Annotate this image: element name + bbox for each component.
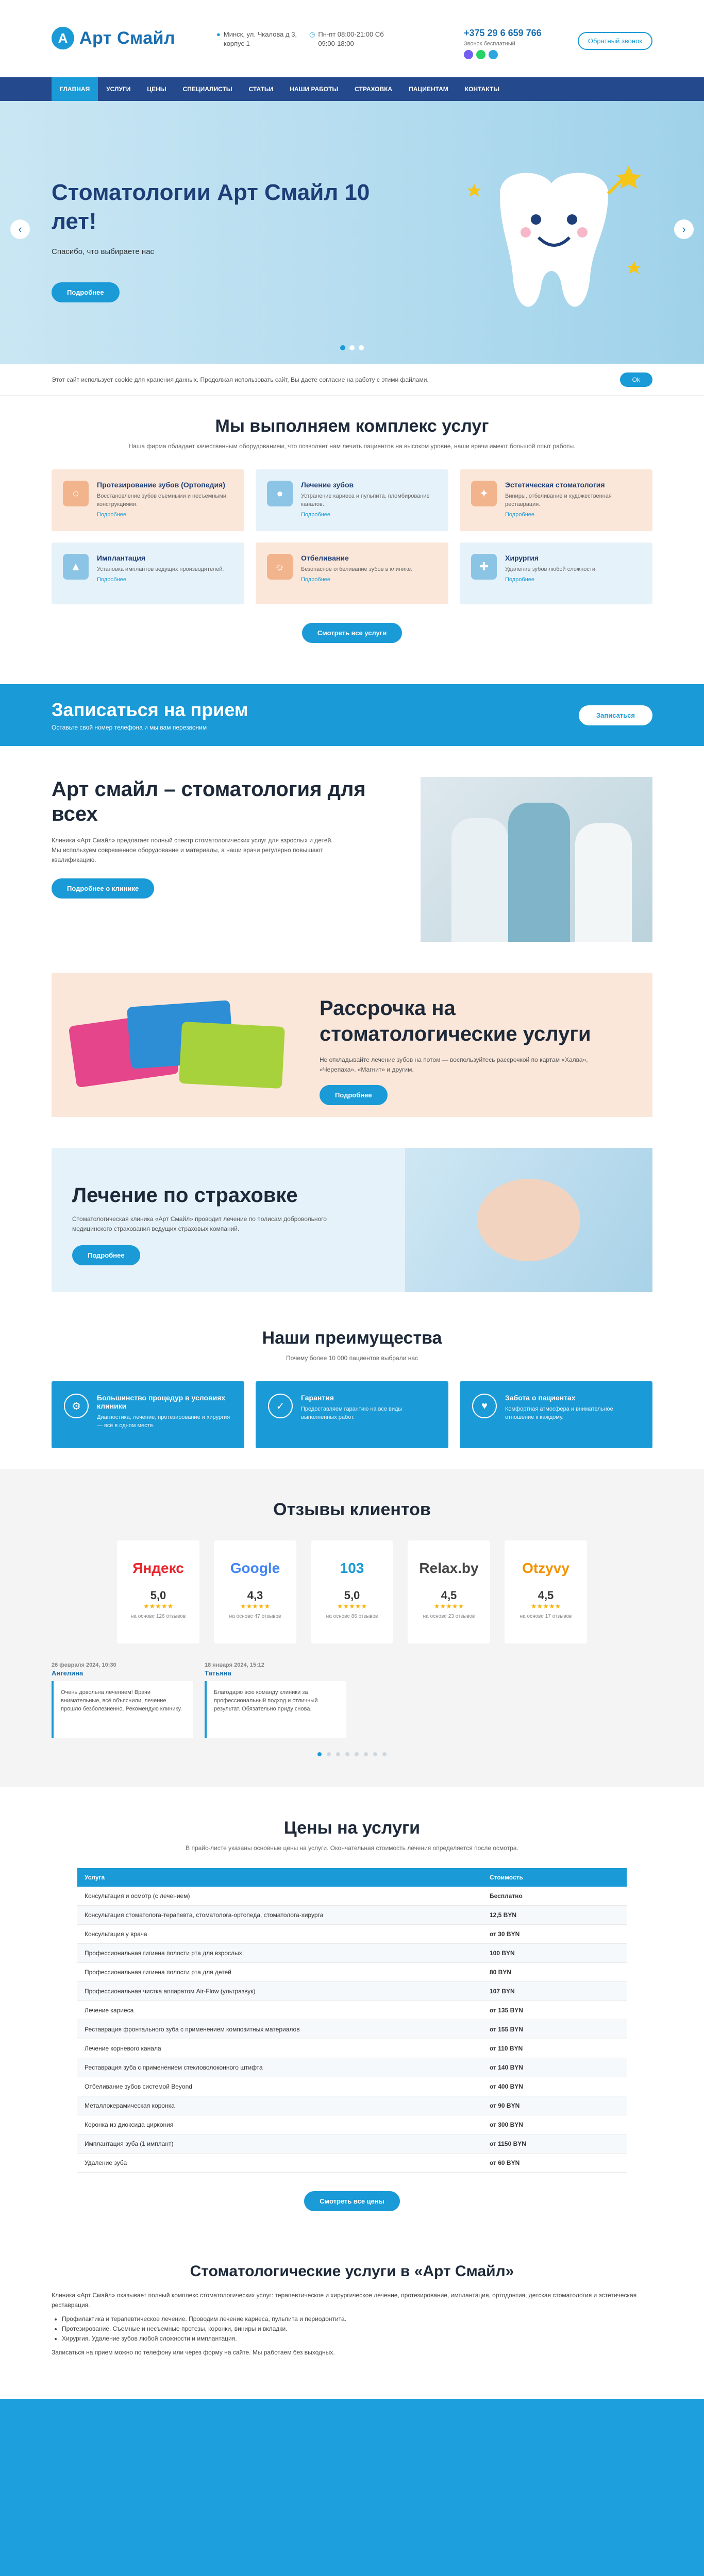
price-value: от 30 BYN bbox=[482, 1925, 627, 1944]
slider-dot[interactable] bbox=[349, 345, 355, 350]
service-title: Лечение зубов bbox=[301, 481, 354, 489]
stars-icon: ★★★★★ bbox=[240, 1602, 271, 1610]
reviews-section bbox=[0, 1469, 704, 1787]
price-row bbox=[77, 2077, 627, 2096]
price-service: Консультация стоматолога-терапевта, стоматолога-ортопеда, стоматолога-хирурга bbox=[77, 1906, 482, 1925]
price-row bbox=[77, 2134, 627, 2154]
rating-card[interactable] bbox=[408, 1540, 490, 1643]
price-row bbox=[77, 1887, 627, 1906]
address bbox=[216, 30, 301, 48]
installment-section bbox=[52, 973, 652, 1117]
price-value: от 155 BYN bbox=[482, 2020, 627, 2039]
seo-section bbox=[0, 2242, 704, 2378]
page-dot[interactable] bbox=[327, 1752, 331, 1756]
seo-text: Клиника «Арт Смайл» оказывает полный комплекс стоматологических услуг: терапевтическое и хирургическое лечение, протезирование, имплантация, ортодонтия, детская стоматология и эстетическая реставрация. bbox=[52, 2292, 637, 2309]
service-link[interactable]: Подробнее bbox=[301, 512, 331, 518]
logo[interactable] bbox=[52, 27, 175, 49]
nav-item[interactable]: КОНТАКТЫ bbox=[464, 86, 500, 93]
callback-button[interactable]: Обратный звонок bbox=[578, 32, 652, 50]
logo-icon: А bbox=[52, 27, 74, 49]
page-dot[interactable] bbox=[345, 1752, 349, 1756]
header bbox=[0, 0, 704, 77]
tooth-icon: ○ bbox=[63, 481, 89, 506]
advantage-card bbox=[52, 1381, 244, 1448]
services-subtitle: Наша фирма обладает качественным оборудованием, что позволяет нам лечить пациентов на высоком уровне, наши врачи имеют большой опыт работы. bbox=[128, 443, 576, 450]
service-title: Отбеливание bbox=[301, 554, 349, 562]
rating-source: Relax.by bbox=[419, 1560, 479, 1576]
service-text: Удаление зубов любой сложности. bbox=[505, 566, 597, 572]
rating-score: 4,5 bbox=[441, 1589, 457, 1602]
service-text: Восстановление зубов съемными и несъемными конструкциями. bbox=[97, 493, 226, 507]
stars-icon: ★★★★★ bbox=[337, 1602, 367, 1610]
main-nav bbox=[0, 77, 704, 101]
service-card[interactable] bbox=[52, 543, 244, 604]
page-dot[interactable] bbox=[373, 1752, 377, 1756]
rating-card[interactable] bbox=[505, 1540, 587, 1643]
service-link[interactable]: Подробнее bbox=[505, 512, 535, 518]
services-section bbox=[0, 396, 704, 664]
stars-icon: ★★★★★ bbox=[143, 1602, 174, 1610]
service-text: Виниры, отбеливание и художественная реставрация. bbox=[505, 493, 612, 507]
prices-subtitle: В прайс-листе указаны основные цены на услуги. Окончательная стоимость лечения определяется после осмотра. bbox=[186, 1844, 518, 1852]
service-link[interactable]: Подробнее bbox=[505, 577, 535, 583]
installment-title: Рассрочка на стоматологические услуги bbox=[320, 997, 591, 1045]
review-date: 18 января 2024, 15:12 bbox=[205, 1662, 264, 1668]
price-service: Профессиональная гигиена полости рта для взрослых bbox=[77, 1944, 482, 1963]
service-card[interactable] bbox=[460, 469, 652, 531]
price-row bbox=[77, 1982, 627, 2001]
service-link[interactable]: Подробнее bbox=[301, 577, 331, 583]
price-service: Консультация и осмотр (с лечением) bbox=[77, 1887, 482, 1906]
service-title: Имплантация bbox=[97, 554, 146, 562]
logo-text: Арт Смайл bbox=[79, 28, 176, 48]
rating-score: 5,0 bbox=[150, 1589, 166, 1602]
insurance-text: Стоматологическая клиника «Арт Смайл» проводит лечение по полисам добровольного медицинского страхования ведущих страховых компаний. bbox=[72, 1215, 327, 1232]
service-link[interactable]: Подробнее bbox=[97, 577, 127, 583]
page-dot[interactable] bbox=[336, 1752, 340, 1756]
price-service: Отбеливание зубов системой Beyond bbox=[77, 2077, 482, 2096]
prices-section bbox=[0, 1787, 704, 2242]
hours bbox=[309, 30, 395, 48]
prices-title: Цены на услуги bbox=[283, 1818, 421, 1838]
price-value: от 135 BYN bbox=[482, 2001, 627, 2020]
price-value: от 60 BYN bbox=[482, 2154, 627, 2173]
advantages-subtitle: Почему более 10 000 пациентов выбрали нас bbox=[286, 1354, 418, 1362]
service-title: Хирургия bbox=[505, 554, 539, 562]
installment-text: Не откладывайте лечение зубов на потом — воспользуйтесь рассрочкой по картам «Халва», «Черепаха», «Магнит» и другим. bbox=[320, 1056, 588, 1073]
slider-dot[interactable] bbox=[340, 345, 345, 350]
appointment-subtitle: Оставьте свой номер телефона и мы вам перезвоним bbox=[52, 724, 207, 731]
review-text: Благодарю всю команду клиники за профессиональный подход и отличный результат. Обязательно приду снова. bbox=[205, 1681, 346, 1738]
price-row bbox=[77, 1906, 627, 1925]
price-value: 12,5 BYN bbox=[482, 1906, 627, 1925]
tooth-icon: ✚ bbox=[471, 554, 497, 580]
insurance-section bbox=[52, 1148, 652, 1292]
service-link[interactable]: Подробнее bbox=[97, 512, 127, 518]
price-service: Профессиональная чистка аппаратом Air-Flow (ультразвук) bbox=[77, 1982, 482, 2001]
about-button[interactable]: Подробнее о клинике bbox=[52, 878, 154, 899]
advantage-text: Комфортная атмосфера и внимательное отношение к каждому. bbox=[505, 1406, 613, 1420]
tooth-icon: ▲ bbox=[63, 554, 89, 580]
service-title: Эстетическая стоматология bbox=[505, 481, 605, 489]
rating-count: на основе 86 отзывов bbox=[326, 1614, 378, 1619]
service-card[interactable] bbox=[52, 469, 244, 531]
review bbox=[511, 1662, 652, 1738]
price-value: 100 BYN bbox=[482, 1944, 627, 1963]
nav-item[interactable]: ЦЕНЫ bbox=[147, 86, 166, 93]
appointment-title: Записаться на прием bbox=[52, 699, 248, 720]
price-row bbox=[77, 2058, 627, 2077]
rating-count: на основе 23 отзывов bbox=[423, 1614, 475, 1619]
price-value: от 300 BYN bbox=[482, 2115, 627, 2134]
nav-item[interactable]: СТРАХОВКА bbox=[355, 86, 393, 93]
service-card[interactable] bbox=[256, 543, 448, 604]
stars-icon: ★★★★★ bbox=[530, 1602, 561, 1610]
slider-next-icon[interactable]: › bbox=[674, 219, 694, 239]
nav-item[interactable]: СТАТЬИ bbox=[248, 86, 274, 93]
price-value: от 140 BYN bbox=[482, 2058, 627, 2077]
nav-item[interactable]: ПАЦИЕНТАМ bbox=[409, 86, 448, 93]
review-text: Очень довольна лечением! Врачи внимательные, всё объяснили, лечение прошло безболезненно. Рекомендую клинику. bbox=[52, 1681, 193, 1738]
price-row bbox=[77, 1963, 627, 1982]
service-title: Протезирование зубов (Ортопедия) bbox=[97, 481, 225, 489]
rating-count: на основе 47 отзывов bbox=[229, 1614, 281, 1619]
map-block[interactable] bbox=[0, 2399, 704, 2576]
seo-text: Записаться на прием можно по телефону или через форму на сайте. Мы работаем без выходных. bbox=[52, 2349, 335, 2356]
clock-icon: ◷ bbox=[309, 30, 315, 38]
about-section bbox=[52, 777, 652, 942]
service-text: Установка имплантов ведущих производителей. bbox=[97, 566, 224, 572]
nav-item[interactable]: УСЛУГИ bbox=[106, 86, 131, 93]
seo-list bbox=[62, 2314, 652, 2344]
advantage-icon: ♥ bbox=[472, 1394, 497, 1418]
advantage-title: Гарантия bbox=[301, 1394, 334, 1402]
price-service: Удаление зуба bbox=[77, 2154, 482, 2173]
services-title: Мы выполняем комплекс услуг bbox=[215, 416, 489, 436]
tooth-icon: ☼ bbox=[267, 554, 293, 580]
price-row bbox=[77, 2154, 627, 2173]
rating-card[interactable] bbox=[214, 1540, 296, 1643]
hero-subtitle: Спасибо, что выбираете нас bbox=[52, 247, 155, 256]
phone-number[interactable]: +375 29 6 659 766 bbox=[464, 28, 542, 38]
rating-score: 5,0 bbox=[344, 1589, 360, 1602]
address-text: Минск, ул. Чкалова д 3, корпус 1 bbox=[223, 30, 297, 47]
rating-count: на основе 126 отзывов bbox=[130, 1614, 186, 1619]
price-row bbox=[77, 2039, 627, 2058]
price-service: Профессиональная гигиена полости рта для детей bbox=[77, 1963, 482, 1982]
about-title: Арт смайл – стоматология для всех bbox=[52, 778, 366, 825]
pin-icon: ● bbox=[216, 30, 221, 38]
seo-list-item: • Профилактика и терапевтическое лечение. Проводим лечение кариеса, пульпита и периодонтита. bbox=[62, 2314, 652, 2324]
viber-icon[interactable] bbox=[464, 50, 473, 59]
price-value: от 90 BYN bbox=[482, 2096, 627, 2115]
all-services-button[interactable]: Смотреть все услуги bbox=[302, 623, 402, 643]
slider-dots bbox=[340, 345, 364, 350]
rating-source: Google bbox=[230, 1560, 280, 1576]
hero-title: Стоматологии Арт Смайл 10 лет! bbox=[52, 180, 370, 234]
phone-note: Звонок бесплатный bbox=[464, 41, 515, 47]
service-card[interactable] bbox=[256, 469, 448, 531]
insurance-title: Лечение по страховке bbox=[72, 1184, 298, 1207]
hero-slider bbox=[0, 101, 704, 364]
price-service: Лечение корневого канала bbox=[77, 2039, 482, 2058]
tooth-icon: ● bbox=[267, 481, 293, 506]
tooth-icon: ✦ bbox=[471, 481, 497, 506]
hero-button[interactable]: Подробнее bbox=[52, 282, 120, 302]
price-col-cost: Стоимость bbox=[482, 1868, 627, 1887]
rating-count: на основе 17 отзывов bbox=[519, 1614, 572, 1619]
slider-dot[interactable] bbox=[359, 345, 364, 350]
advantages-section bbox=[0, 1308, 704, 1469]
price-value: 80 BYN bbox=[482, 1963, 627, 1982]
price-row bbox=[77, 2020, 627, 2039]
reviews-title: Отзывы клиентов bbox=[273, 1500, 431, 1519]
price-value: от 400 BYN bbox=[482, 2077, 627, 2096]
nav-item[interactable]: СПЕЦИАЛИСТЫ bbox=[182, 86, 232, 93]
telegram-icon[interactable] bbox=[489, 50, 498, 59]
rating-source: Яндекс bbox=[132, 1560, 184, 1576]
rating-score: 4,3 bbox=[247, 1589, 263, 1602]
insurance-button[interactable]: Подробнее bbox=[72, 1245, 140, 1265]
seo-list-item: • Протезирование. Съемные и несъемные протезы, коронки, виниры и вкладки. bbox=[62, 2324, 652, 2334]
advantage-title: Забота о пациентах bbox=[505, 1394, 576, 1402]
price-row bbox=[77, 2001, 627, 2020]
price-service: Лечение кариеса bbox=[77, 2001, 482, 2020]
about-text: Клиника «Арт Смайл» предлагает полный спектр стоматологических услуг для взрослых и детей. Мы используем современное оборудование и материалы, а наши врачи регулярно повышают квалификацию. bbox=[52, 837, 333, 863]
rating-source: 103 bbox=[340, 1560, 364, 1576]
cookie-text: Этот сайт использует cookie для хранения данных. Продолжая использовать сайт, Вы даете согласие на работу с этими файлами. bbox=[52, 376, 429, 383]
price-row bbox=[77, 1925, 627, 1944]
review bbox=[358, 1662, 499, 1738]
price-col-service: Услуга bbox=[77, 1868, 482, 1887]
service-text: Безопасное отбеливание зубов в клинике. bbox=[301, 566, 413, 572]
rating-score: 4,5 bbox=[538, 1589, 554, 1602]
hours-text: Пн-пт 08:00-21:00 Сб 09:00-18:00 bbox=[318, 30, 384, 47]
stars-icon: ★★★★★ bbox=[433, 1602, 464, 1610]
all-prices-button[interactable]: Смотреть все цены bbox=[304, 2191, 400, 2211]
slider-prev-icon[interactable]: ‹ bbox=[10, 219, 30, 239]
patient-photo bbox=[405, 1148, 652, 1292]
review bbox=[52, 1662, 193, 1738]
price-service: Консультация у врача bbox=[77, 1925, 482, 1944]
reviews-pagination bbox=[52, 1752, 652, 1756]
review-date: 26 февраля 2024, 10:30 bbox=[52, 1662, 116, 1668]
nav-item[interactable]: ГЛАВНАЯ bbox=[52, 77, 98, 101]
price-table bbox=[77, 1868, 627, 2173]
advantage-title: Большинство процедур в условиях клиники bbox=[97, 1394, 226, 1410]
advantages-title: Наши преимущества bbox=[262, 1328, 442, 1348]
advantage-card bbox=[256, 1381, 448, 1448]
cookie-ok-button[interactable]: Ok bbox=[620, 372, 652, 387]
price-service: Коронка из диоксида циркония bbox=[77, 2115, 482, 2134]
page-dot[interactable] bbox=[382, 1752, 387, 1756]
review bbox=[205, 1662, 346, 1738]
advantage-text: Предоставляем гарантию на все виды выполненных работ. bbox=[301, 1406, 403, 1420]
page-dot[interactable] bbox=[364, 1752, 368, 1756]
price-service: Имплантация зуба (1 имплант) bbox=[77, 2134, 482, 2154]
advantage-icon: ✓ bbox=[268, 1394, 293, 1418]
service-text: Устранение кариеса и пульпита, пломбирование каналов. bbox=[301, 493, 430, 507]
rating-card[interactable] bbox=[311, 1540, 393, 1643]
price-value: Бесплатно bbox=[482, 1887, 627, 1906]
whatsapp-icon[interactable] bbox=[476, 50, 485, 59]
advantage-icon: ⚙ bbox=[64, 1394, 89, 1418]
appointment-banner bbox=[0, 684, 704, 746]
cookie-bar bbox=[0, 364, 704, 396]
price-row bbox=[77, 2096, 627, 2115]
appointment-button[interactable]: Записаться bbox=[579, 705, 652, 725]
review-author: Татьяна bbox=[205, 1669, 231, 1677]
price-row bbox=[77, 1944, 627, 1963]
rating-card[interactable] bbox=[117, 1540, 199, 1643]
review-author: Ангелина bbox=[52, 1669, 83, 1677]
price-value: от 1150 BYN bbox=[482, 2134, 627, 2154]
price-value: 107 BYN bbox=[482, 1982, 627, 2001]
phone[interactable] bbox=[464, 28, 542, 59]
page-dot[interactable] bbox=[317, 1752, 322, 1756]
seo-list-item: • Хирургия. Удаление зубов любой сложности и имплантация. bbox=[62, 2334, 652, 2344]
page-dot[interactable] bbox=[355, 1752, 359, 1756]
tooth-mascot-icon bbox=[454, 163, 649, 328]
payment-cards-image bbox=[72, 993, 289, 1096]
price-service: Реставрация зуба с применением стекловолоконного штифта bbox=[77, 2058, 482, 2077]
price-value: от 110 BYN bbox=[482, 2039, 627, 2058]
installment-button[interactable]: Подробнее bbox=[320, 1085, 388, 1105]
price-service: Реставрация фронтального зуба с применением композитных материалов bbox=[77, 2020, 482, 2039]
rating-source: Otzyvy bbox=[522, 1560, 569, 1576]
seo-title: Стоматологические услуги в «Арт Смайл» bbox=[190, 2263, 514, 2280]
price-row bbox=[77, 2115, 627, 2134]
doctors-photo bbox=[421, 777, 652, 942]
advantage-text: Диагностика, лечение, протезирование и хирургия — всё в одном месте. bbox=[97, 1414, 230, 1429]
nav-item[interactable]: НАШИ РАБОТЫ bbox=[290, 86, 339, 93]
price-service: Металлокерамическая коронка bbox=[77, 2096, 482, 2115]
service-card[interactable] bbox=[460, 543, 652, 604]
advantage-card bbox=[460, 1381, 652, 1448]
